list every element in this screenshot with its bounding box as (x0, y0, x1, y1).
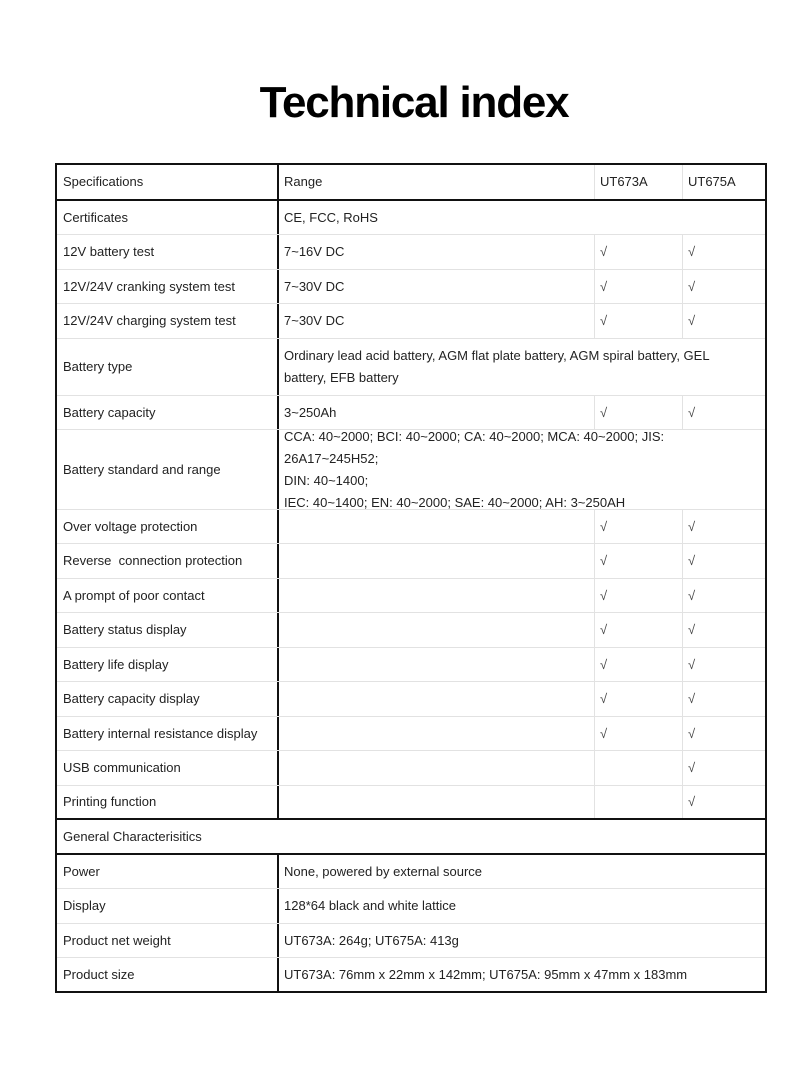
ut673a-check (594, 751, 682, 785)
ut673a-check: √ (600, 656, 608, 672)
range-value (278, 510, 594, 543)
table-row (57, 682, 765, 717)
section-heading: General Characterisitics (63, 828, 202, 844)
table-row (57, 717, 765, 751)
range-value (278, 717, 594, 750)
spec-label: USB communication (63, 760, 181, 775)
range-value: 7~30V DC (284, 278, 345, 294)
range-value (278, 786, 594, 818)
header-specifications: Specifications (63, 174, 144, 189)
section-heading-row (57, 820, 765, 855)
range-value: 7~16V DC (284, 244, 345, 259)
spec-label: Battery internal resistance display (63, 725, 258, 741)
spec-label: 12V/24V charging system test (63, 313, 236, 328)
table-row (57, 751, 765, 786)
range-line: DIN: 40~1400; (284, 472, 369, 488)
ut675a-check: √ (688, 794, 696, 809)
range-value: UT673A: 76mm x 22mm x 142mm; UT675A: 95mm x 47mm x 183mm (284, 967, 688, 982)
range-line: battery, EFB battery (284, 370, 399, 385)
table-row (57, 648, 765, 682)
ut675a-check: √ (688, 518, 696, 534)
range-value (278, 430, 765, 509)
spec-label: Power (63, 863, 100, 879)
table-row (57, 510, 765, 544)
spec-label: Battery capacity (63, 404, 156, 420)
ut673a-check (594, 786, 682, 818)
ut675a-check: √ (688, 587, 696, 603)
range-value: UT673A: 264g; UT675A: 413g (284, 932, 459, 948)
spec-label: Display (63, 898, 106, 913)
table-header-row (57, 165, 765, 201)
range-value: None, powered by external source (284, 863, 483, 879)
range-line: CCA: 40~2000; BCI: 40~2000; CA: 40~2000; MCA: 40~2000; JIS: 26A17~245H52; (284, 428, 665, 466)
ut673a-check: √ (600, 313, 608, 328)
range-value (278, 544, 594, 578)
range-line: Ordinary lead acid battery, AGM flat plate battery, AGM spiral battery, GEL (284, 348, 710, 363)
spec-label: Product size (63, 967, 135, 982)
range-line: IEC: 40~1400; EN: 40~2000; SAE: 40~2000; AH: 3~250AH (284, 494, 626, 510)
ut673a-check: √ (600, 622, 608, 637)
technical-index-table (55, 163, 767, 993)
spec-label: Battery life display (63, 656, 169, 672)
ut673a-check: √ (600, 587, 608, 603)
ut675a-check: √ (688, 313, 696, 328)
ut675a-check: √ (688, 278, 696, 294)
header-range: Range (284, 174, 323, 189)
spec-label: Battery standard and range (63, 461, 221, 477)
table-row (57, 786, 765, 820)
spec-label: Certificates (63, 209, 129, 225)
ut673a-check: √ (600, 278, 608, 294)
ut673a-check: √ (600, 691, 608, 706)
range-value: 3~250Ah (284, 404, 337, 420)
header-ut675a: UT675A (688, 174, 736, 189)
range-value: 128*64 black and white lattice (284, 898, 457, 913)
ut673a-check: √ (600, 404, 608, 420)
spec-label: Battery capacity display (63, 691, 200, 706)
table-row (57, 430, 765, 510)
table-row (57, 270, 765, 304)
spec-label: Over voltage protection (63, 518, 198, 534)
table-row (57, 855, 765, 889)
ut675a-check: √ (688, 725, 696, 741)
spec-label: 12V/24V cranking system test (63, 278, 235, 294)
range-value (278, 682, 594, 716)
ut673a-check: √ (600, 725, 608, 741)
spec-label: Reverse connection protection (63, 553, 243, 568)
spec-label: 12V battery test (63, 244, 155, 259)
ut675a-check: √ (688, 244, 696, 259)
spec-label: Product net weight (63, 932, 171, 948)
table-row (57, 924, 765, 958)
table-row (57, 339, 765, 396)
table-row (57, 304, 765, 339)
table-row (57, 235, 765, 270)
spec-label: Battery type (63, 359, 133, 374)
spec-label: A prompt of poor contact (63, 587, 205, 603)
spec-label: Battery status display (63, 622, 187, 637)
table-row (57, 544, 765, 579)
range-value: CE, FCC, RoHS (284, 209, 378, 225)
header-ut673a: UT673A (600, 174, 648, 189)
range-value (278, 579, 594, 612)
ut673a-check: √ (600, 518, 608, 534)
range-value: 7~30V DC (284, 313, 345, 328)
range-value (278, 751, 594, 785)
table-row (57, 613, 765, 648)
range-value (278, 339, 765, 395)
page-title: Technical index (259, 78, 569, 127)
table-row (57, 889, 765, 924)
ut673a-check: √ (600, 553, 608, 568)
table-row (57, 201, 765, 235)
ut675a-check: √ (688, 622, 696, 637)
ut675a-check: √ (688, 404, 696, 420)
ut675a-check: √ (688, 553, 696, 568)
ut675a-check: √ (688, 656, 696, 672)
ut675a-check: √ (688, 691, 696, 706)
table-row (57, 579, 765, 613)
range-value (278, 613, 594, 647)
ut673a-check: √ (600, 244, 608, 259)
spec-label: Printing function (63, 794, 157, 809)
range-value (278, 648, 594, 681)
ut675a-check: √ (688, 760, 696, 775)
table-row (57, 958, 765, 992)
